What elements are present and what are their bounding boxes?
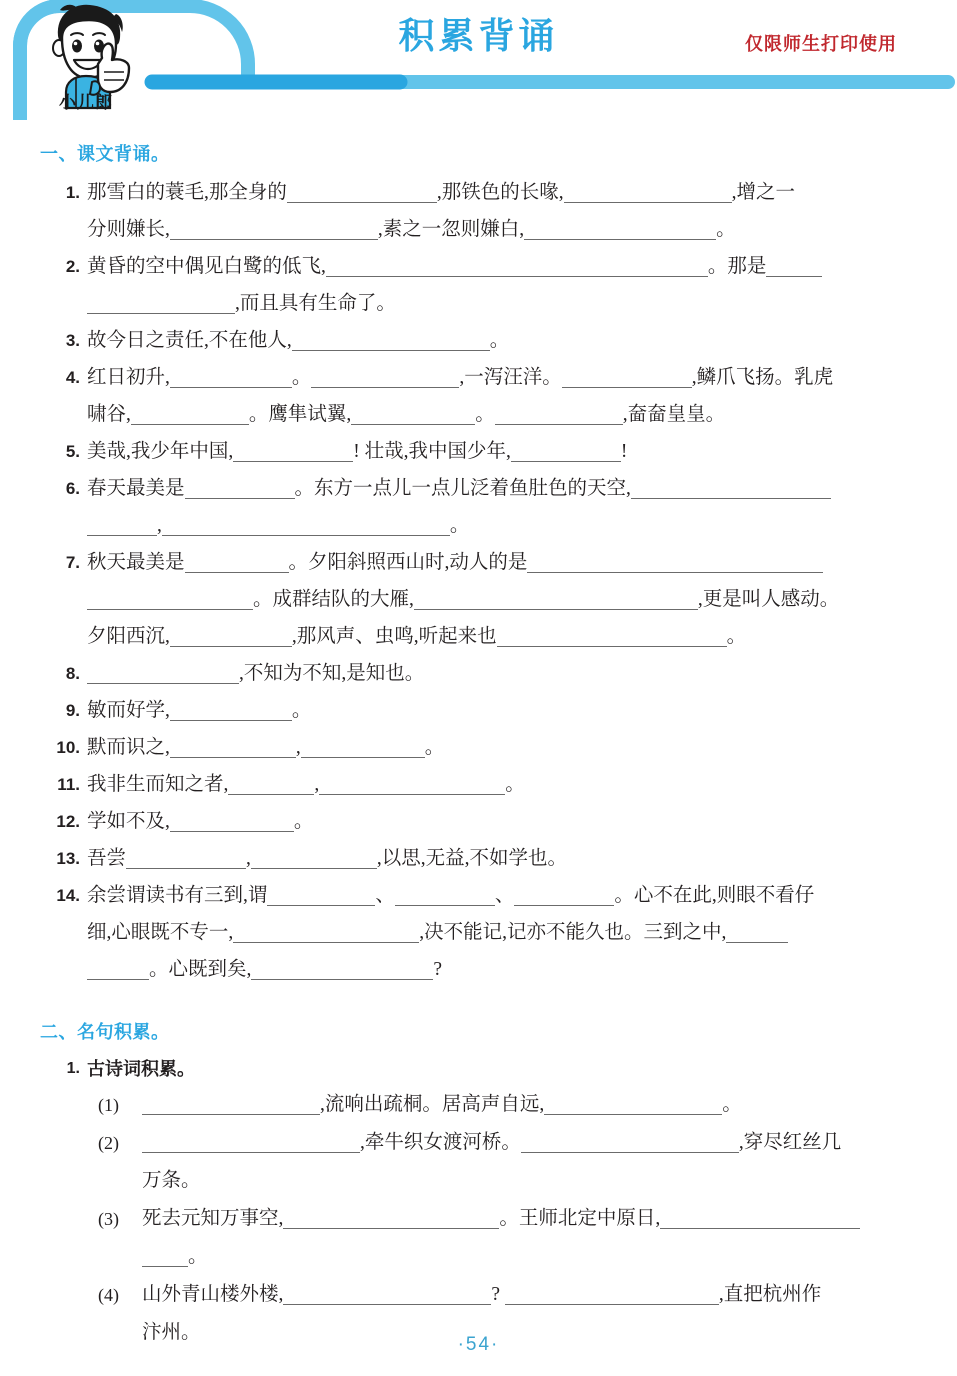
answer-blank[interactable] (162, 512, 450, 536)
prompt-text: 啸谷, (87, 404, 131, 425)
question-body (87, 877, 911, 988)
answer-blank[interactable] (544, 1091, 722, 1115)
question-item (40, 766, 911, 803)
prompt-text: ,流响出疏桐。居高声自远, (320, 1094, 545, 1115)
answer-blank[interactable] (131, 401, 249, 425)
prompt-text: , (295, 737, 301, 758)
prompt-text: ! 壮哉,我中国少年, (353, 441, 511, 462)
answer-blank[interactable] (185, 549, 289, 573)
answer-blank[interactable] (185, 475, 295, 499)
prompt-text: ,增之一 (731, 182, 796, 203)
question-body (87, 766, 911, 803)
question-line (87, 877, 911, 914)
prompt-text: 。东方一点儿一点儿泛着鱼肚色的天空, (294, 478, 631, 499)
worksheet-content (0, 120, 957, 1352)
question-line (87, 544, 911, 581)
question-line (87, 248, 911, 285)
answer-blank[interactable] (251, 956, 433, 980)
prompt-text: ,以思,无益,不如学也。 (376, 848, 568, 869)
question-number: 12. (56, 812, 80, 831)
question-item (40, 840, 911, 877)
sub-section-label: 古诗词积累。 (87, 1059, 195, 1079)
question-number: 1. (65, 183, 80, 202)
poem-line (142, 1162, 911, 1200)
answer-blank[interactable] (564, 179, 732, 203)
question-item (40, 544, 911, 655)
answer-blank[interactable] (497, 623, 727, 647)
poem-item-number: (2) (98, 1133, 119, 1153)
question-body (87, 544, 911, 655)
answer-blank[interactable] (351, 401, 475, 425)
question-number: 6. (65, 479, 80, 498)
poem-line (142, 1200, 911, 1238)
prompt-text: 。 (475, 404, 495, 425)
question-body (87, 729, 911, 766)
question-body (87, 359, 911, 433)
question-body (87, 322, 911, 359)
question-line (87, 433, 911, 470)
answer-blank[interactable] (395, 882, 495, 906)
question-line (87, 655, 911, 692)
answer-blank[interactable] (170, 734, 296, 758)
prompt-text: 故今日之责任,不在他人, (87, 330, 292, 351)
question-line (87, 174, 911, 211)
prompt-text: 敏而好学, (87, 700, 170, 721)
question-item (40, 803, 911, 840)
sub-section-heading (40, 1052, 911, 1086)
prompt-text: 。心不在此,则眼不看仔 (614, 885, 815, 906)
prompt-text: ? (433, 959, 443, 980)
answer-blank[interactable] (514, 882, 614, 906)
prompt-text: 。成群结队的大雁, (253, 589, 414, 610)
question-line (87, 507, 911, 544)
prompt-text: , (246, 848, 251, 869)
question-body (87, 840, 911, 877)
prompt-text: 。 (449, 515, 470, 536)
answer-blank[interactable] (170, 697, 292, 721)
prompt-text: 。 (505, 774, 525, 795)
answer-blank[interactable] (292, 327, 490, 351)
prompt-text: 我非生而知之者, (87, 774, 229, 795)
answer-blank[interactable] (87, 290, 235, 314)
prompt-text: 。那是 (707, 256, 767, 277)
prompt-text: ,决不能记,记亦不能久也。三到之中, (419, 922, 727, 943)
answer-blank[interactable] (524, 216, 716, 240)
answer-blank[interactable] (726, 919, 788, 943)
answer-blank[interactable] (142, 1243, 188, 1267)
poem-item-body (142, 1086, 911, 1124)
prompt-text: 。鹰隼试翼, (248, 404, 352, 425)
prompt-text: 春天最美是 (87, 478, 185, 499)
question-body (87, 470, 911, 544)
prompt-text: 夕阳西沉, (87, 626, 170, 647)
prompt-text: 。夕阳斜照西山时,动人的是 (288, 552, 528, 573)
question-number: 14. (56, 886, 80, 905)
question-number: 11. (57, 775, 80, 794)
prompt-text: 。 (424, 737, 445, 758)
prompt-text: ,更是叫人感动。 (697, 589, 840, 610)
question-line (87, 470, 911, 507)
answer-blank[interactable] (301, 734, 425, 758)
prompt-text: , (314, 774, 320, 795)
prompt-text: 那雪白的蓑毛,那全身的 (87, 182, 287, 203)
prompt-text: 。王师北定中原日, (499, 1208, 661, 1229)
poem-line (142, 1124, 911, 1162)
poem-item (40, 1124, 911, 1200)
question-line (87, 581, 911, 618)
prompt-text: 吾尝 (87, 848, 127, 869)
question-line (87, 766, 911, 803)
question-item (40, 655, 911, 692)
answer-blank[interactable] (562, 364, 692, 388)
answer-blank[interactable] (142, 1091, 320, 1115)
question-line (87, 359, 911, 396)
question-number: 3. (65, 331, 80, 350)
poem-item-number: (4) (98, 1285, 119, 1305)
prompt-text: 。 (716, 219, 736, 240)
answer-blank[interactable] (251, 845, 377, 869)
prompt-text: 默而识之, (87, 737, 170, 758)
question-body (87, 803, 911, 840)
question-number: 10. (56, 738, 80, 757)
question-number: 2. (65, 257, 80, 276)
answer-blank[interactable] (126, 845, 246, 869)
prompt-text: ,牵牛织女渡河桥。 (360, 1132, 521, 1153)
prompt-text: 、 (375, 885, 395, 906)
answer-blank[interactable] (660, 1205, 860, 1229)
poem-item-body (142, 1200, 911, 1276)
sub-section-number: 1. (66, 1060, 80, 1077)
poem-line (142, 1276, 911, 1314)
poem-item (40, 1200, 911, 1276)
question-number: 4. (65, 368, 80, 387)
question-item (40, 248, 911, 322)
question-line (87, 840, 911, 877)
prompt-text: 学如不及, (87, 811, 170, 832)
answer-blank[interactable] (142, 1129, 360, 1153)
answer-blank[interactable] (283, 1281, 491, 1305)
prompt-text: 红日初升, (87, 367, 170, 388)
prompt-text: ! (620, 441, 628, 462)
poem-line (142, 1238, 911, 1276)
question-number: 8. (65, 664, 80, 683)
question-number: 7. (65, 553, 80, 572)
prompt-text: ,素之一忽则嫌白, (377, 219, 525, 240)
answer-blank[interactable] (326, 253, 708, 277)
prompt-text: 美哉,我少年中国, (87, 441, 234, 462)
page-header (0, 0, 957, 120)
prompt-text: 。心既到矣, (149, 959, 252, 980)
answer-blank[interactable] (170, 808, 294, 832)
answer-blank[interactable] (287, 179, 437, 203)
prompt-text: 细,心眼既不专一, (87, 922, 234, 943)
poem-line (142, 1086, 911, 1124)
question-number: 5. (65, 442, 80, 461)
question-list (40, 174, 911, 988)
question-body (87, 655, 911, 692)
prompt-text: ,那风声、虫鸣,听起来也 (291, 626, 497, 647)
answer-blank[interactable] (87, 512, 157, 536)
question-line (87, 692, 911, 729)
answer-blank[interactable] (631, 475, 831, 499)
question-number: 13. (56, 849, 80, 868)
prompt-text: 分则嫌长, (87, 219, 170, 240)
prompt-text: 。 (489, 330, 510, 351)
question-number: 9. (65, 701, 80, 720)
prompt-text: ,直把杭州作 (718, 1284, 822, 1305)
poem-item-number: (1) (98, 1095, 119, 1115)
prompt-text: ? (491, 1284, 505, 1305)
question-line (87, 211, 911, 248)
question-item (40, 470, 911, 544)
question-line (87, 803, 911, 840)
question-body (87, 174, 911, 248)
question-line (87, 729, 911, 766)
question-item (40, 692, 911, 729)
answer-blank[interactable] (228, 771, 314, 795)
prompt-text: 、 (494, 885, 515, 906)
answer-blank[interactable] (267, 882, 375, 906)
question-line (87, 951, 911, 988)
answer-blank[interactable] (311, 364, 459, 388)
print-restriction-note: 仅限师生打印使用 (745, 34, 897, 54)
question-item (40, 359, 911, 433)
question-item (40, 729, 911, 766)
answer-blank[interactable] (766, 253, 822, 277)
sections-container (40, 140, 911, 1352)
prompt-text: ,一泻汪洋。 (459, 367, 562, 388)
question-body (87, 692, 911, 729)
answer-blank[interactable] (87, 660, 239, 684)
poem-item-body (142, 1124, 911, 1200)
answer-blank[interactable] (505, 1281, 719, 1305)
answer-blank[interactable] (233, 438, 353, 462)
prompt-text: 秋天最美是 (87, 552, 185, 573)
question-line (87, 914, 911, 951)
prompt-text: ,奤奤皇皇。 (622, 404, 726, 425)
prompt-text: 。 (291, 700, 312, 721)
prompt-text: 。 (722, 1094, 742, 1115)
page-title: 积累背诵 (398, 15, 559, 56)
poem-item (40, 1086, 911, 1124)
answer-blank[interactable] (170, 623, 292, 647)
prompt-text: 黄昏的空中偶见白鹭的低飞, (87, 256, 326, 277)
prompt-text: ,鳞爪飞扬。乳虎 (691, 367, 834, 388)
prompt-text: 山外青山楼外楼, (142, 1284, 284, 1305)
question-line (87, 618, 911, 655)
answer-blank[interactable] (414, 586, 698, 610)
page-footer: ·54· (457, 1334, 500, 1355)
question-item (40, 433, 911, 470)
answer-blank[interactable] (170, 364, 292, 388)
prompt-text: ,不知为不知,是知也。 (239, 663, 425, 684)
poem-item-number: (3) (98, 1209, 119, 1229)
prompt-text: 余尝谓读书有三到,谓 (87, 885, 268, 906)
answer-blank[interactable] (283, 1205, 499, 1229)
section-heading-2: 二、名句积累。 (40, 1022, 170, 1042)
question-line (87, 396, 911, 433)
prompt-text: , (157, 515, 162, 536)
answer-blank[interactable] (87, 956, 149, 980)
question-item (40, 322, 911, 359)
prompt-text: ,而且具有生命了。 (235, 293, 396, 314)
mascot-label: 小儿郎 (59, 93, 113, 112)
question-body (87, 248, 911, 322)
prompt-text: ,穿尽红丝几 (738, 1132, 842, 1153)
prompt-text: 。 (293, 811, 314, 832)
answer-blank[interactable] (495, 401, 623, 425)
prompt-text: 死去元知万事空, (142, 1208, 284, 1229)
question-body (87, 433, 911, 470)
question-line (87, 285, 911, 322)
answer-blank[interactable] (521, 1129, 739, 1153)
prompt-text: 。 (188, 1246, 208, 1267)
prompt-text: 。 (291, 367, 312, 388)
prompt-text: 汴州。 (142, 1322, 201, 1343)
answer-blank[interactable] (87, 586, 253, 610)
answer-blank[interactable] (319, 771, 505, 795)
question-line (87, 322, 911, 359)
prompt-text: 。 (726, 626, 747, 647)
answer-blank[interactable] (233, 919, 419, 943)
question-item (40, 877, 911, 988)
prompt-text: ,那铁色的长喙, (436, 182, 564, 203)
question-item (40, 174, 911, 248)
answer-blank[interactable] (527, 549, 823, 573)
section-heading-1: 一、课文背诵。 (40, 144, 170, 164)
answer-blank[interactable] (511, 438, 621, 462)
answer-blank[interactable] (170, 216, 378, 240)
prompt-text: 万条。 (142, 1170, 201, 1191)
